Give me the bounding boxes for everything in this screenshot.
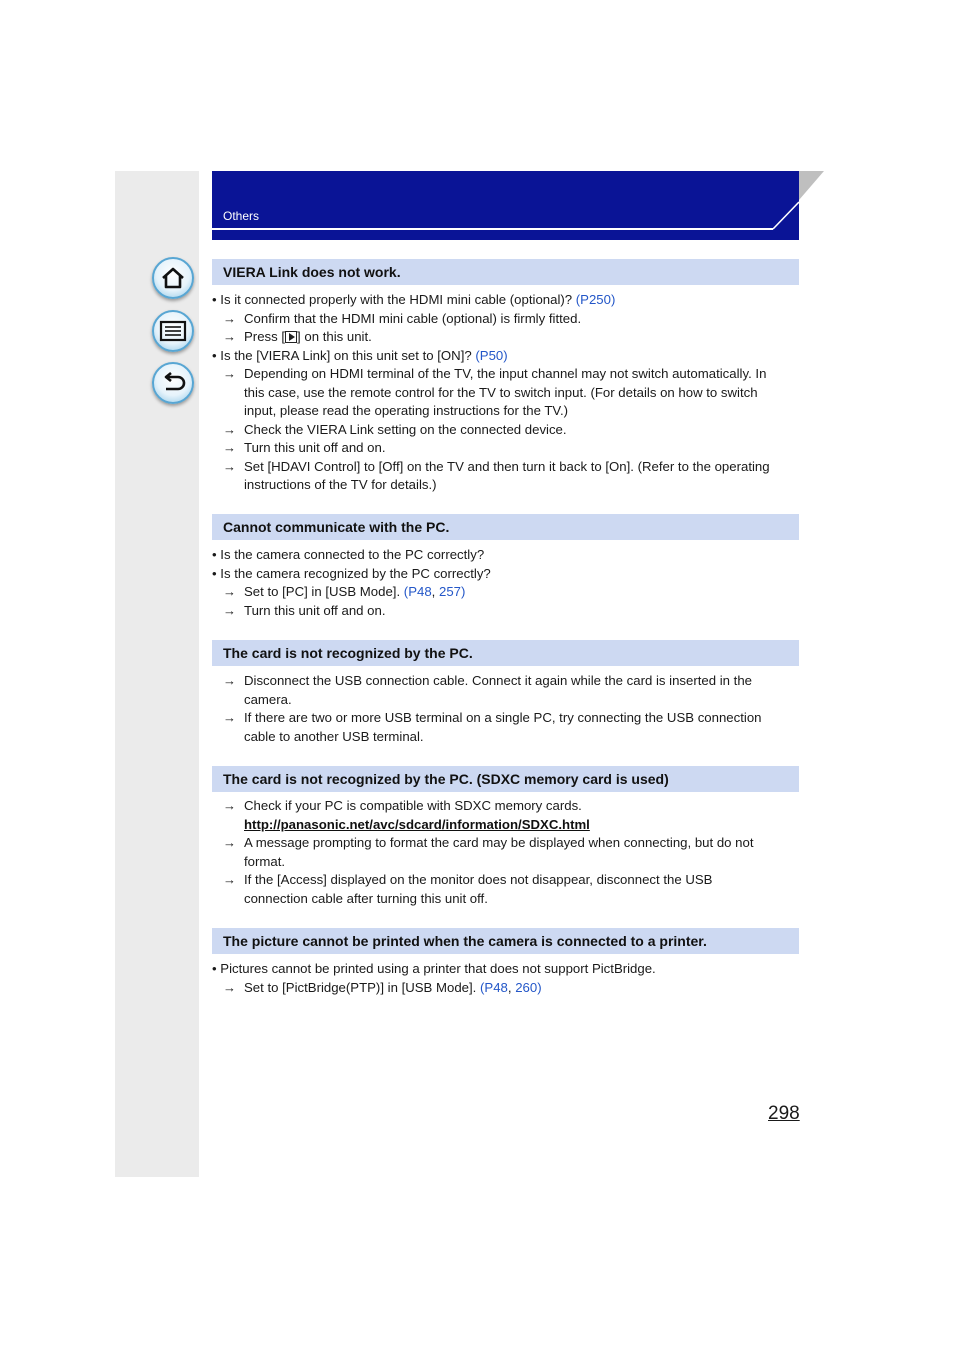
line-text: • Is it connected properly with the HDMI mini cable (optional)?	[212, 292, 576, 307]
page-reference-link[interactable]: (P48	[403, 584, 432, 599]
line-text: Check the VIERA Link setting on the connected device.	[244, 421, 567, 437]
header-corner-decoration	[770, 171, 826, 241]
bullet-item	[212, 347, 508, 366]
line-text: Depending on HDMI terminal of the TV, the input channel may not switch automatically. In	[244, 366, 767, 381]
home-icon	[160, 266, 186, 290]
list-item	[244, 691, 292, 710]
list-item	[244, 328, 372, 347]
line-text: Press [	[244, 329, 286, 344]
list-item	[244, 672, 752, 691]
arrow-icon: →	[223, 798, 236, 813]
list-item	[244, 890, 488, 909]
arrow-icon: →	[223, 310, 236, 326]
bullet-item	[212, 960, 656, 979]
list-item	[244, 384, 758, 403]
section-heading: The card is not recognized by the PC. (SDXC memory card is used)	[212, 766, 799, 792]
section-heading: The card is not recognized by the PC.	[212, 640, 799, 666]
list-item	[244, 310, 581, 329]
section-label: Others	[223, 209, 260, 223]
menu-button[interactable]	[152, 310, 194, 352]
arrow-icon: →	[223, 835, 236, 850]
list-item	[244, 871, 712, 890]
comma: ,	[507, 979, 516, 995]
line-text: • Is the [VIERA Link] on this unit set to [ON]?	[212, 347, 476, 363]
list-item	[244, 583, 465, 602]
list-item	[244, 421, 567, 440]
list-item	[244, 816, 590, 835]
bullet-item	[212, 546, 484, 565]
arrow-icon: →	[223, 458, 236, 474]
line-text: Turn this unit off and on.	[244, 440, 386, 455]
arrow-icon: →	[223, 421, 236, 437]
arrow-icon: →	[223, 440, 236, 455]
list-item	[244, 458, 770, 477]
line-text: Disconnect the USB connection cable. Connect it again while the card is inserted in the	[244, 673, 753, 688]
list-item	[244, 709, 762, 728]
page-header	[212, 171, 799, 240]
page-reference-link[interactable]: (P48	[480, 979, 508, 995]
line-text: input, please read the operating instructions for the TV.)	[244, 403, 569, 418]
line-text: format.	[244, 853, 286, 869]
list-item	[244, 797, 582, 816]
list-item	[244, 602, 386, 621]
section-heading: VIERA Link does not work.	[212, 259, 799, 285]
page-reference-link[interactable]: (P250)	[575, 292, 616, 307]
comma: ,	[431, 584, 439, 599]
line-text: Turn this unit off and on.	[244, 602, 386, 618]
line-text: A message prompting to format the card may be displayed when connecting, but do not	[244, 835, 754, 850]
line-text: Set [HDAVI Control] to [Off] on the TV and then turn it back to [On]. (Refer to the operating	[244, 458, 770, 474]
sdxc-info-link[interactable]: http://panasonic.net/avc/sdcard/information/SDXC.html	[244, 816, 590, 832]
arrow-icon: →	[223, 329, 236, 344]
line-text: camera.	[244, 691, 292, 707]
playback-icon	[285, 331, 297, 343]
list-item	[244, 979, 542, 998]
back-icon	[160, 371, 186, 395]
arrow-icon: →	[223, 602, 236, 618]
arrow-icon: →	[223, 979, 236, 995]
home-button[interactable]	[152, 257, 194, 299]
arrow-icon: →	[223, 710, 236, 725]
arrow-icon: →	[223, 673, 236, 688]
header-underline	[212, 228, 773, 230]
section-heading: The picture cannot be printed when the camera is connected to a printer.	[212, 928, 799, 954]
page-reference-link[interactable]: 257)	[438, 584, 466, 599]
line-text: Check if your PC is compatible with SDXC memory cards.	[244, 798, 582, 813]
list-item	[244, 476, 437, 495]
arrow-icon: →	[223, 872, 236, 887]
line-text: Set to [PC] in [USB Mode].	[244, 584, 404, 599]
line-text: • Is the camera connected to the PC correctly?	[212, 547, 485, 562]
arrow-icon: →	[223, 584, 236, 599]
list-item	[244, 439, 386, 458]
section-heading: Cannot communicate with the PC.	[212, 514, 799, 540]
list-item	[244, 834, 753, 853]
bullet-item	[212, 291, 615, 310]
line-text: ] on this unit.	[297, 329, 372, 344]
page-reference-link[interactable]: 260)	[515, 979, 542, 995]
back-button[interactable]	[152, 362, 194, 404]
line-text: cable to another USB terminal.	[244, 728, 424, 744]
line-text: connection cable after turning this unit off.	[244, 890, 488, 906]
line-text: Confirm that the HDMI mini cable (optional) is firmly fitted.	[244, 310, 582, 326]
arrow-icon: →	[223, 366, 236, 381]
line-text: Set to [PictBridge(PTP)] in [USB Mode].	[244, 979, 480, 995]
page-number: 298	[768, 1103, 800, 1124]
menu-list-icon	[159, 320, 187, 342]
list-item	[244, 402, 568, 421]
line-text: If the [Access] displayed on the monitor does not disappear, disconnect the USB	[244, 872, 713, 887]
list-item	[244, 365, 766, 384]
line-text: • Is the camera recognized by the PC correctly?	[212, 565, 491, 581]
list-item	[244, 728, 424, 747]
line-text: this case, use the remote control for the TV to switch input. (For details on how to switch	[244, 384, 758, 400]
bullet-item	[212, 565, 491, 584]
line-text: If there are two or more USB terminal on a single PC, try connecting the USB connection	[244, 710, 762, 725]
page-reference-link[interactable]: (P50)	[475, 347, 508, 363]
list-item	[244, 853, 285, 872]
line-text: • Pictures cannot be printed using a printer that does not support PictBridge.	[212, 961, 656, 976]
line-text: instructions of the TV for details.)	[244, 477, 437, 492]
